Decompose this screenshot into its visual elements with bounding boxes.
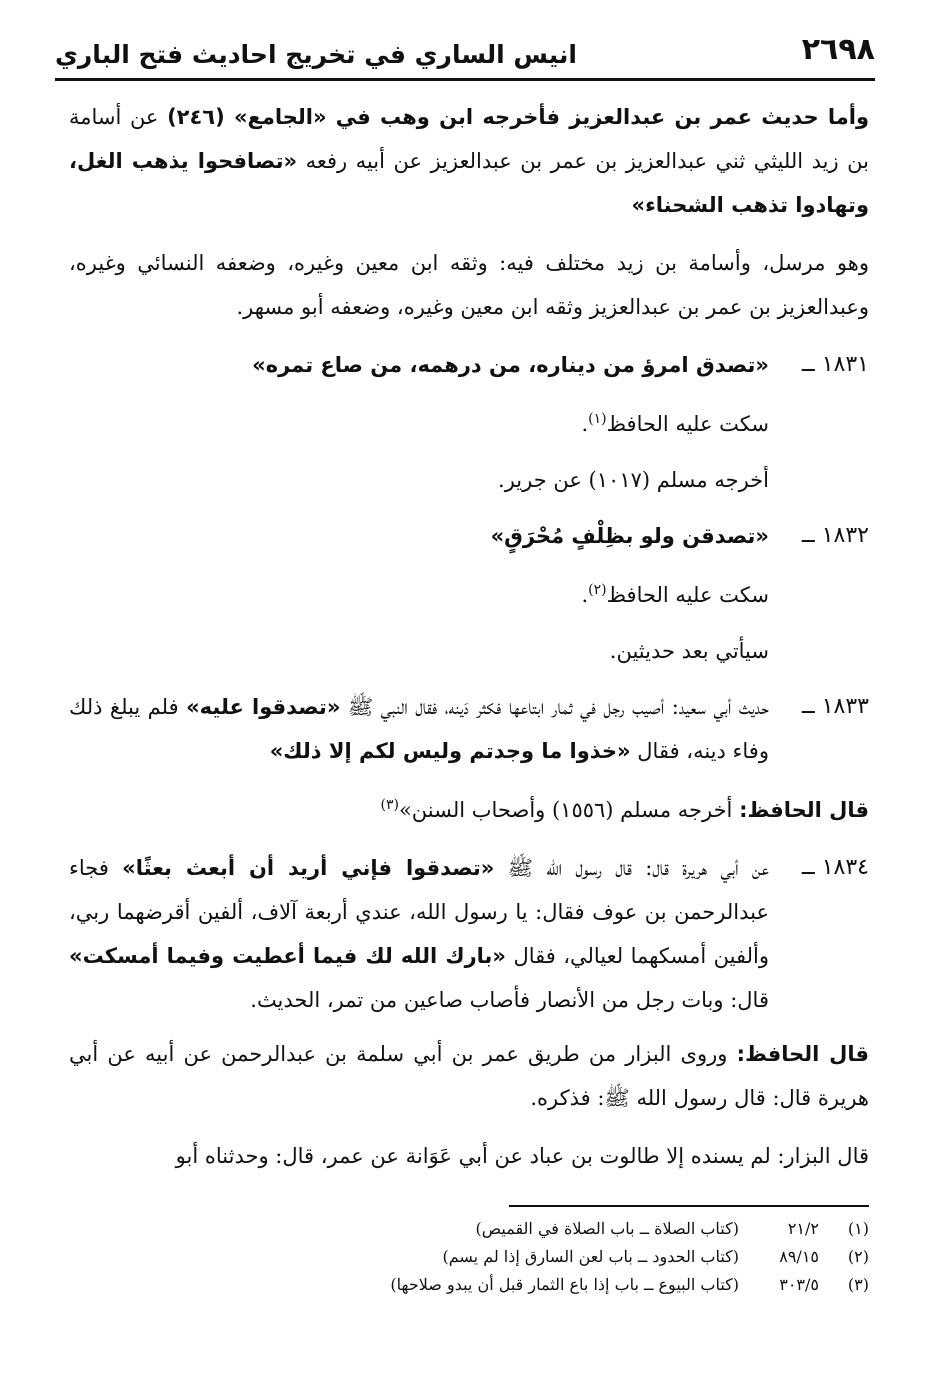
hadith-number-1831: ١٨٣١ ــ [801,352,869,377]
hadith-1833 [69,685,869,773]
note-1831-b: أخرجه مسلم (١٠١٧) عن جرير. [498,468,769,492]
note-1831-a-text: سكت عليه الحافظ [606,412,769,436]
h1833-text-a: حديث أبي سعيد: أصيب رجل في ثمار ابتاعها فكثر دَينه، فقال النبي ﷺ [340,695,769,719]
note-1832-a-text: سكت عليه الحافظ [606,583,769,607]
hadith-number-1832: ١٨٣٢ ــ [801,523,869,548]
footnote-1-ref: ٢١/٢ [787,1219,819,1238]
hadith-1832 [69,514,869,558]
footnote-1-text: (كتاب الصلاة ــ باب الصلاة في القميص) [475,1219,739,1238]
book-title: انيس الساري في تخريج احاديث فتح الباري [55,40,577,69]
hafiz-note-1834 [69,1032,869,1120]
h1834-text-c: فجاء عبدالرحمن بن عوف فقال: يا رسول الله، عندي أربعة آلاف، ألفين أقرضهما ربي، وألفين أمسكهما لعيالي، فقال [69,856,769,968]
footnote-ref-2: (٢) [588,582,607,598]
bazzar-note: قال البزار: لم يسنده إلا طالوت بن عباد عن أبي عَوَانة عن عمر، قال: وحدثناه أبو [175,1144,869,1168]
hadith-1831 [69,343,869,387]
footnote-3-number: (٣) [847,1275,869,1294]
paragraph-umar-hadith [69,95,869,227]
footnote-2-number: (٢) [847,1247,869,1266]
hadith-text-1833 [69,685,769,773]
paragraph-grading: وهو مرسل، وأسامة بن زيد مختلف فيه: وثقه ابن معين وغيره، وضعفه النسائي وغيره، وعبدالعزيز بن عمر بن عبدالعزيز وثقه ابن معين وغيره، وضعفه أبو مسهر. [69,251,869,319]
h1833-bold-b: «تصدقوا عليه» [186,695,341,719]
footnotes [69,1215,869,1299]
hafiz-note-1833 [69,783,869,832]
hadith-1834 [69,846,869,1022]
hafiz-label-1833: قال الحافظ: [739,798,869,822]
running-header [55,30,875,81]
footnote-2 [69,1243,869,1271]
footnote-divider [509,1205,869,1207]
hadith-number-1833: ١٨٣٣ ــ [801,694,869,719]
footnote-3-text: (كتاب البيوع ــ باب إذا باع الثمار قبل أن يبدو صلاحها) [390,1275,739,1294]
h1834-text-e: قال: وبات رجل من الأنصار فأصاب صاعين من تمر، الحديث. [250,988,769,1012]
hafiz-text-1834: وروى البزار من طريق عمر بن أبي سلمة بن عبدالرحمن عن أبيه عن أبي هريرة قال: قال رسول الله ﷺ: فذكره. [69,1042,869,1110]
footnote-2-text: (كتاب الحدود ــ باب لعن السارق إذا لم يسم) [442,1247,739,1266]
hafiz-text-1833: أخرجه مسلم (١٥٥٦) وأصحاب السنن» [398,798,740,822]
h1834-text-a: عن أبي هريرة قال: قال رسول الله ﷺ [494,856,769,880]
footnote-3 [69,1271,869,1299]
h1834-bold-d: «بارك الله لك فيما أعطيت وفيما أمسكت» [69,944,506,968]
footnote-1 [69,1215,869,1243]
footnote-2-ref: ٨٩/١٥ [779,1247,819,1266]
note-1832-b: سيأتي بعد حديثين. [609,639,769,663]
note-1831-a [69,397,869,446]
footnote-1-number: (١) [847,1219,869,1238]
hadith-text-1831: «تصدق امرؤ من ديناره، من درهمه، من صاع تمره» [252,353,769,377]
page-body [69,95,869,1192]
hadith-text-1832: «تصدقن ولو بظِلْفٍ مُحْرَقٍ» [490,524,769,548]
hadith-number-1834: ١٨٣٤ ــ [801,855,869,880]
hadith-text-1834 [69,846,769,1022]
h1833-text-c: فلم يبلغ ذلك وفاء دينه، فقال [69,695,769,763]
footnote-3-ref: ٣٠٣/٥ [779,1275,819,1294]
h1834-bold-b: «تصدقوا فإني أريد أن أبعث بعثًا» [122,856,495,880]
note-1832-a-end: . [581,583,589,607]
footnote-ref-1: (١) [588,411,607,427]
hafiz-label-1834: قال الحافظ: [736,1042,869,1066]
h1833-bold-d: «خذوا ما وجدتم وليس لكم إلا ذلك» [269,739,631,763]
note-1831-a-end: . [581,412,589,436]
footnote-ref-3: (٣) [380,797,399,813]
note-1832-a [69,568,869,617]
para1-bold-a: وأما حديث عمر بن عبدالعزيز فأخرجه ابن وهب في «الجامع» (٢٤٦) [167,105,869,129]
para1-text-b: عن أسامة بن زيد الليثي ثني عبدالعزيز بن عمر بن عبدالعزيز عن أبيه رفعه [69,105,869,173]
page-number: ٢٦٩٨ [801,32,875,67]
para1-bold-c: «تصافحوا يذهب الغل، وتهادوا تذهب الشحناء» [69,149,869,217]
